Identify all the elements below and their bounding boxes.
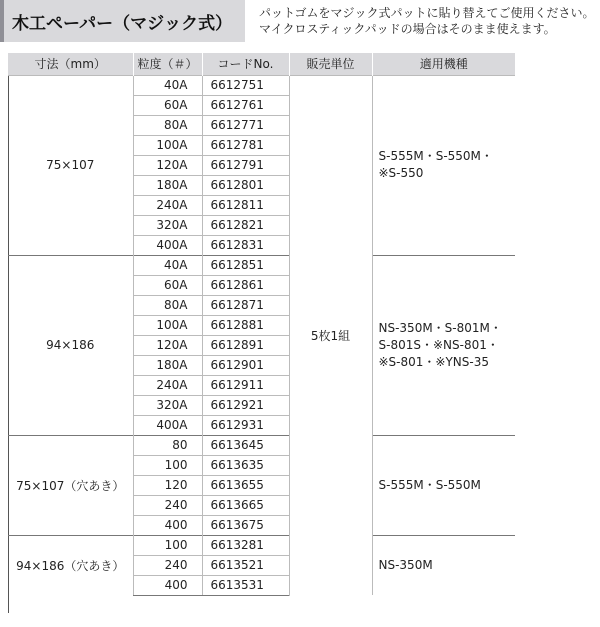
grit-cell: 100A xyxy=(133,315,202,335)
code-cell: 6613635 xyxy=(202,455,289,475)
code-cell: 6612851 xyxy=(202,255,289,275)
code-cell: 6612921 xyxy=(202,395,289,415)
code-cell: 6612861 xyxy=(202,275,289,295)
code-cell: 6612891 xyxy=(202,335,289,355)
grit-cell: 400 xyxy=(133,515,202,535)
table-row xyxy=(8,75,515,95)
size-cell: 75×107（穴あき） xyxy=(8,435,133,535)
code-cell: 6612791 xyxy=(202,155,289,175)
model-cell xyxy=(372,435,515,535)
code-cell: 6613675 xyxy=(202,515,289,535)
header-unit: 販売単位 xyxy=(289,53,372,75)
grit-cell: 120 xyxy=(133,475,202,495)
code-cell: 6612801 xyxy=(202,175,289,195)
grit-cell: 240 xyxy=(133,555,202,575)
model-line: NS-350M xyxy=(378,557,433,572)
grit-cell: 100A xyxy=(133,135,202,155)
usage-note-line-2: マイクロスティックパッドの場合はそのまま使えます。 xyxy=(259,22,556,36)
table-body xyxy=(8,75,515,595)
code-cell: 6612821 xyxy=(202,215,289,235)
table-header-row xyxy=(8,53,515,75)
model-line: S-801S・※NS-801・ xyxy=(378,337,499,352)
code-cell: 6612881 xyxy=(202,315,289,335)
model-cell xyxy=(372,75,515,255)
grit-cell: 400A xyxy=(133,415,202,435)
table-row xyxy=(8,535,515,555)
grit-cell: 120A xyxy=(133,335,202,355)
section-title: 木工ペーパー（マジック式） xyxy=(0,0,245,42)
code-cell: 6613281 xyxy=(202,535,289,555)
code-cell: 6613655 xyxy=(202,475,289,495)
usage-note xyxy=(259,5,597,37)
size-cell: 75×107 xyxy=(8,75,133,255)
grit-cell: 100 xyxy=(133,535,202,555)
code-cell: 6612761 xyxy=(202,95,289,115)
code-cell: 6612751 xyxy=(202,75,289,95)
model-line: S-555M・S-550M・ xyxy=(378,149,493,163)
code-cell: 6613645 xyxy=(202,435,289,455)
code-cell: 6613665 xyxy=(202,495,289,515)
code-cell: 6612871 xyxy=(202,295,289,315)
size-cell: 94×186（穴あき） xyxy=(8,535,133,595)
header-model: 適用機種 xyxy=(372,53,515,75)
code-cell: 6612911 xyxy=(202,375,289,395)
grit-cell: 320A xyxy=(133,215,202,235)
code-cell: 6612931 xyxy=(202,415,289,435)
grit-cell: 100 xyxy=(133,455,202,475)
grit-cell: 60A xyxy=(133,275,202,295)
code-cell: 6612771 xyxy=(202,115,289,135)
spec-table xyxy=(8,53,515,596)
grit-cell: 40A xyxy=(133,75,202,95)
table-row xyxy=(8,435,515,455)
model-line: NS-350M・S-801M・ xyxy=(378,320,502,335)
model-cell xyxy=(372,535,515,595)
model-line: S-555M・S-550M xyxy=(378,477,481,492)
header-code: コードNo. xyxy=(202,53,289,75)
model-line: ※S-801・※YNS-35 xyxy=(378,354,489,369)
grit-cell: 80A xyxy=(133,115,202,135)
model-cell xyxy=(372,255,515,435)
usage-note-line-1: パットゴムをマジック式パットに貼り替えてご使用ください。 xyxy=(259,6,595,20)
grit-cell: 80 xyxy=(133,435,202,455)
header-grit: 粒度（＃） xyxy=(133,53,202,75)
grit-cell: 80A xyxy=(133,295,202,315)
grit-cell: 240 xyxy=(133,495,202,515)
code-cell: 6612781 xyxy=(202,135,289,155)
grit-cell: 400A xyxy=(133,235,202,255)
table-row xyxy=(8,255,515,275)
size-cell: 94×186 xyxy=(8,255,133,435)
grit-cell: 320A xyxy=(133,395,202,415)
grit-cell: 120A xyxy=(133,155,202,175)
grit-cell: 40A xyxy=(133,255,202,275)
grit-cell: 400 xyxy=(133,575,202,595)
model-line: ※S-550 xyxy=(378,166,424,180)
grit-cell: 240A xyxy=(133,375,202,395)
grit-cell: 180A xyxy=(133,175,202,195)
code-cell: 6612831 xyxy=(202,235,289,255)
grit-cell: 240A xyxy=(133,195,202,215)
grit-cell: 180A xyxy=(133,355,202,375)
grit-cell: 60A xyxy=(133,95,202,115)
header-size: 寸法（mm） xyxy=(8,53,133,75)
code-cell: 6613531 xyxy=(202,575,289,595)
code-cell: 6613521 xyxy=(202,555,289,575)
sales-unit-cell: 5枚1組 xyxy=(289,75,372,595)
code-cell: 6612811 xyxy=(202,195,289,215)
code-cell: 6612901 xyxy=(202,355,289,375)
